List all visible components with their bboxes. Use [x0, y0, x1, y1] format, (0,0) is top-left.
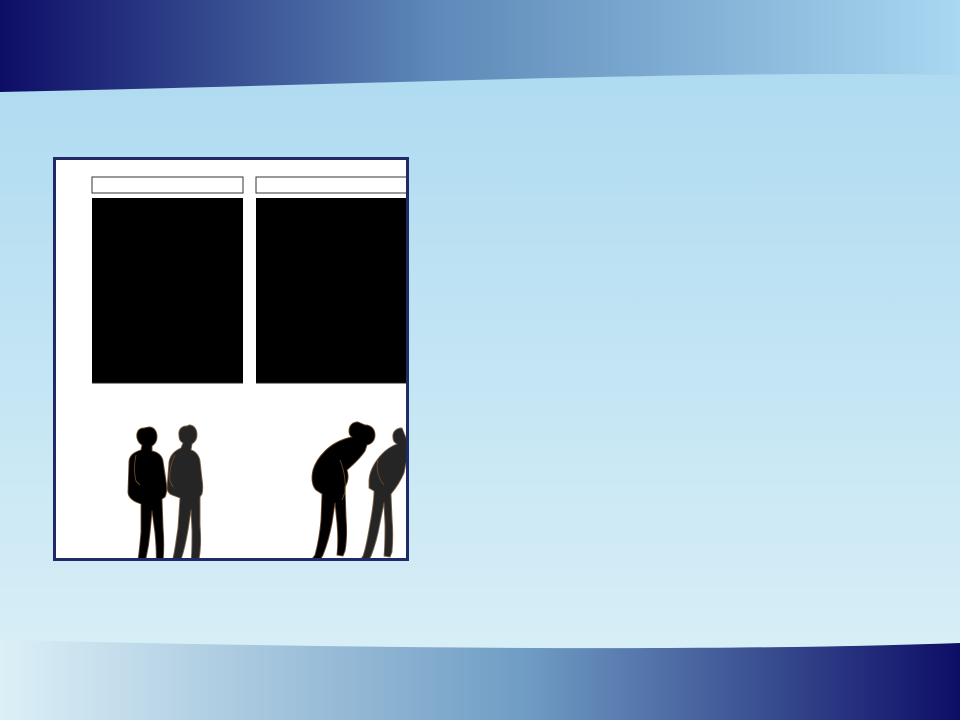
hip-strategy-silhouettes [312, 422, 406, 558]
right-plot-area [256, 198, 406, 383]
figure-panel [53, 157, 409, 561]
left-title-box [92, 177, 243, 193]
footer-band [0, 640, 960, 720]
header-band [0, 0, 960, 100]
ankle-strategy-silhouettes [128, 425, 203, 558]
right-title-box [256, 177, 406, 193]
left-plot-area [92, 198, 243, 383]
emg-figure [56, 160, 406, 558]
